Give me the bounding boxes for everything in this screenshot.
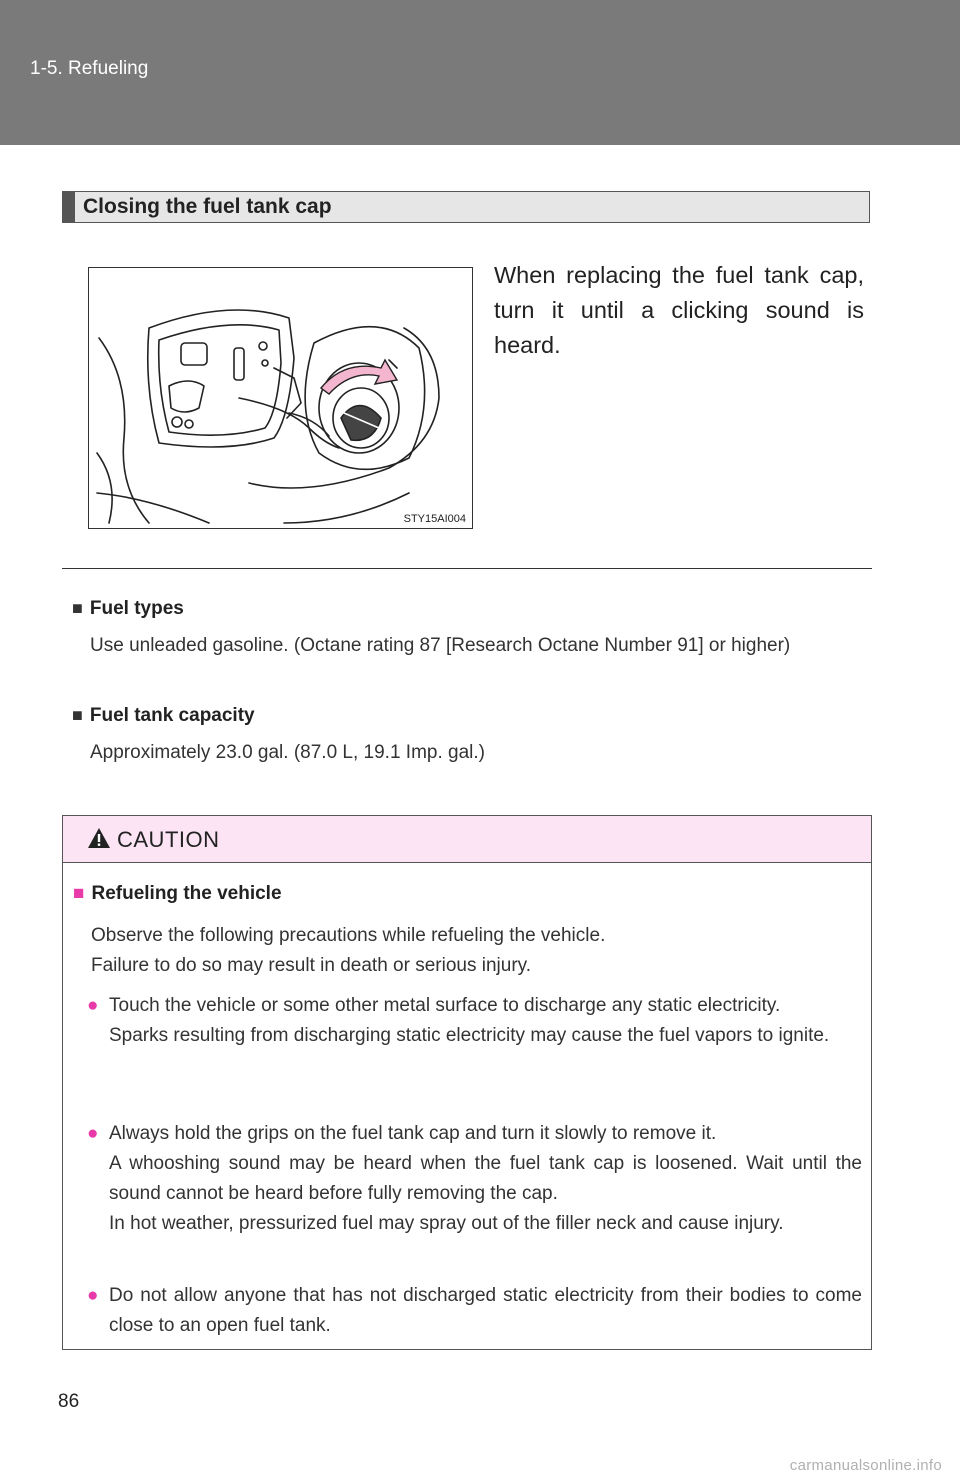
caution-bullet [87,1281,862,1341]
info-body: Use unleaded gasoline. (Octane rating 87 [Research Octane Number 91] or higher) [90,635,791,656]
caution-intro-line: Failure to do so may result in death or serious injury. [91,955,532,976]
info-heading: ■ Fuel tank capacity [72,705,255,726]
caution-box [62,815,872,1350]
caution-bullet-line: Sparks resulting from discharging static electricity may cause the fuel vapors to ignite. [109,1025,830,1046]
bullet-dot-icon: ● [87,995,99,1016]
section-breadcrumb: 1-5. Refueling [30,58,149,79]
page-number: 86 [58,1391,80,1412]
info-body: Approximately 23.0 gal. (87.0 L, 19.1 Imp. gal.) [90,742,485,763]
section-title-accent [63,192,75,222]
caution-intro [91,921,861,981]
caution-label: CAUTION [117,827,220,852]
caution-intro-line: Observe the following precautions while refueling the vehicle. [91,925,606,946]
section-title-bar [62,191,870,223]
warning-triangle-icon [87,827,111,849]
divider [62,568,872,569]
square-bullet-icon: ■ [73,883,85,904]
info-fuel-capacity [72,705,872,766]
caution-bullet-line: A whooshing sound may be heard when the fuel tank cap is loosened. Wait until the sound cannot be heard before fully removing the cap. [109,1153,862,1204]
info-fuel-types [72,598,872,659]
intro-text: When replacing the fuel tank cap, turn it until a clicking sound is heard. [494,262,864,358]
caution-header [63,816,871,863]
caution-bullet-line: Always hold the grips on the fuel tank cap and turn it slowly to remove it. [109,1123,717,1144]
bullet-dot-icon: ● [87,1123,99,1144]
figure-code: STY15AI004 [403,513,466,525]
watermark-link[interactable]: carmanualsonline.info [789,1457,942,1474]
caution-heading: ■ Refueling the vehicle [73,883,282,904]
caution-bullet-line: Do not allow anyone that has not discharged static electricity from their bodies to come close to an open fuel tank. [109,1285,862,1336]
square-bullet-icon: ■ [72,598,83,618]
info-heading: ■ Fuel types [72,598,184,619]
caution-bullet-line: Touch the vehicle or some other metal surface to discharge any static electricity. [109,995,781,1016]
rotation-arrow-icon [321,360,397,394]
fuel-cap-illustration [88,267,473,529]
caution-bullet [87,991,862,1051]
square-bullet-icon: ■ [72,705,83,725]
section-title: Closing the fuel tank cap [83,195,332,218]
caution-bullet-line: In hot weather, pressurized fuel may spray out of the filler neck and cause injury. [109,1213,784,1234]
fuel-door-drawing [89,268,473,529]
caution-bullet [87,1119,862,1239]
bullet-dot-icon: ● [87,1285,99,1306]
page-header [0,0,960,145]
